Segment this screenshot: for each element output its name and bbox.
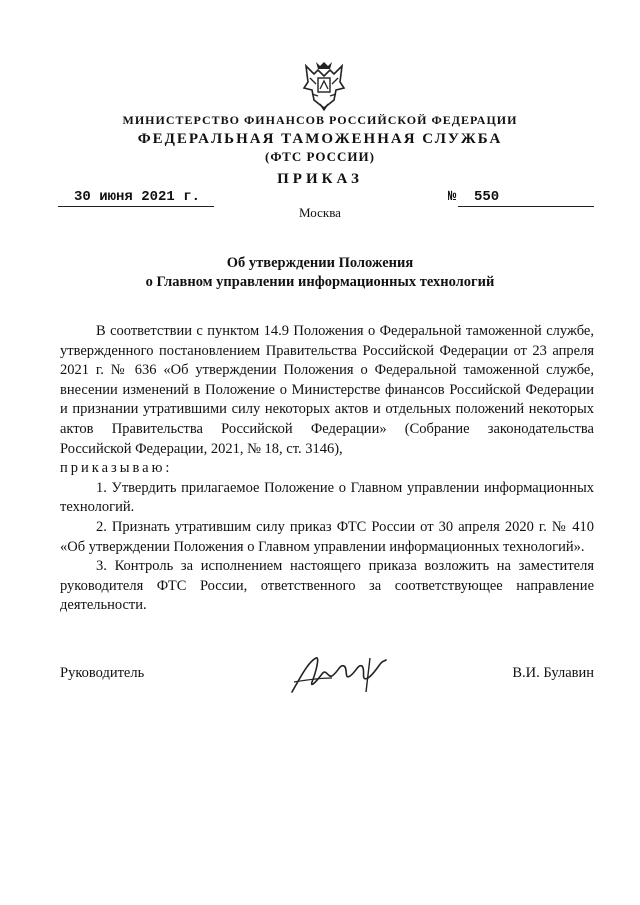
service-name: ФЕДЕРАЛЬНАЯ ТАМОЖЕННАЯ СЛУЖБА (137, 131, 503, 147)
order-word: приказываю: (60, 460, 173, 477)
preamble-paragraph: В соответствии с пунктом 14.9 Положения о Федеральной таможенной службе, утвержденного постановлением Правительства Российской Федерации от 23 апреля 2021 г. № 636 «Об утверждении Положения о Федеральной таможенной службе, внесении изменений в Положение о Министерстве финансов Российской Федерации и признании утратившими силу некоторых актов и отдельных положений некоторых актов Правительства Российской Федерации» (Собрание законодательства Российской Федерации, 2021, № 18, ст. 3146), (60, 323, 594, 457)
coat-of-arms-icon (300, 60, 348, 112)
item-1: 1. Утвердить прилагаемое Положение о Главном управлении информационных технологий. (60, 479, 594, 516)
handwritten-signature (286, 652, 396, 698)
service-abbreviation: (ФТС РОССИИ) (265, 149, 375, 164)
city: Москва (299, 205, 341, 220)
title-line-2: о Главном управлении информационных технологий (145, 274, 495, 290)
order-number: 550 (474, 189, 500, 205)
number-sign: № (448, 189, 457, 205)
item-2: 2. Признать утратившим силу приказ ФТС России от 30 апреля 2020 г. № 410 «Об утверждении Положения о Главном управлении информационных технологий». (60, 518, 594, 555)
signatory-role: Руководитель (60, 665, 145, 681)
document-type: ПРИКАЗ (277, 171, 363, 187)
title-line-1: Об утверждении Положения (226, 255, 414, 271)
signatory-name: В.И. Булавин (512, 665, 594, 681)
document-body (60, 322, 594, 616)
item-3: 3. Контроль за исполнением настоящего приказа возложить на заместителя руководителя ФТС России, ответственного за соответствующее направление деятельности. (60, 558, 594, 614)
order-date: 30 июня 2021 г. (74, 189, 201, 205)
ministry-name: МИНИСТЕРСТВО ФИНАНСОВ РОССИЙСКОЙ ФЕДЕРАЦИИ (122, 113, 518, 127)
